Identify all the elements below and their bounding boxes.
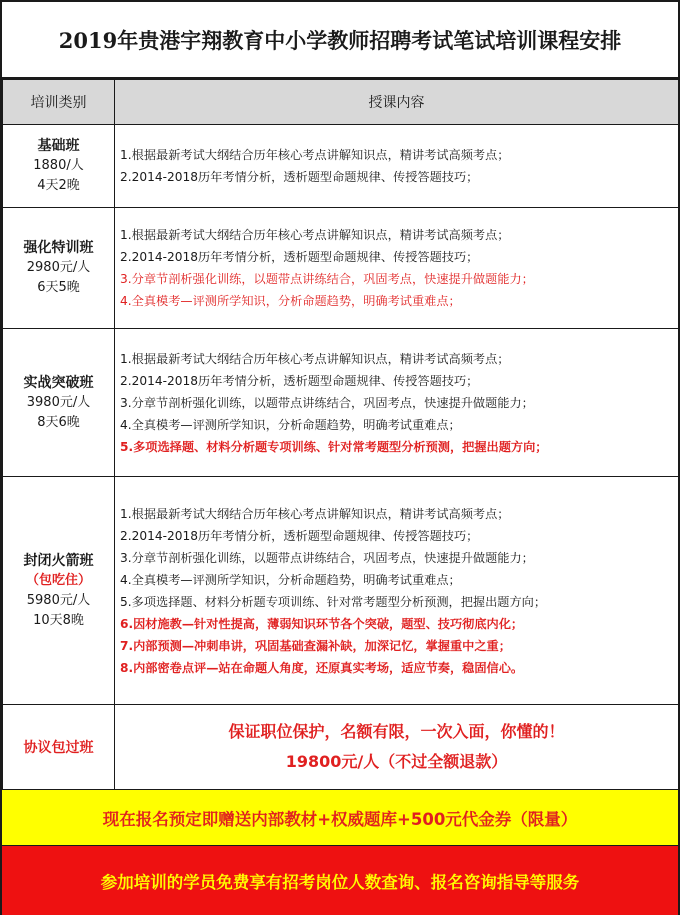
- class-name: 强化特训班: [23, 240, 94, 256]
- table-row: [3, 208, 679, 329]
- content-line: 3.分章节剖析强化训练，以题带点讲练结合，巩固考点，快速提升做题能力；: [120, 550, 534, 565]
- content-cell: [115, 125, 679, 208]
- promo-banner: 现在报名预定即赠送内部教材+权威题库+500元代金券（限量）: [2, 789, 678, 845]
- service-banner: 参加培训的学员免费享有招考岗位人数查询、报名咨询指导等服务: [2, 845, 678, 915]
- content-line: 1.根据最新考试大纲结合历年核心考点讲解知识点，精讲考试高频考点；: [120, 506, 510, 521]
- content-line: 2.2014-2018历年考情分析，透析题型命题规律、传授答题技巧；: [120, 170, 479, 184]
- class-name: 实战突破班: [23, 374, 94, 391]
- table-row: [3, 477, 679, 705]
- class-duration: 6天5晚: [37, 280, 80, 295]
- category-cell: [3, 125, 115, 208]
- content-line: 4.全真模考—评测所学知识，分析命题趋势，明确考试重难点；: [120, 572, 461, 587]
- class-price: 2980元/人: [26, 260, 91, 275]
- class-duration: 10天8晚: [33, 612, 84, 628]
- content-line: 2.2014-2018历年考情分析，透析题型命题规律、传授答题技巧；: [120, 528, 479, 543]
- content-line: 3.分章节剖析强化训练，以题带点讲练结合，巩固考点，快速提升做题能力；: [120, 395, 534, 410]
- category-cell: [3, 208, 115, 329]
- class-price: 1880/人: [33, 158, 84, 173]
- category-cell: [3, 477, 115, 705]
- table-row: [3, 329, 679, 477]
- class-name: 基础班: [37, 138, 80, 154]
- content-line: 1.根据最新考试大纲结合历年核心考点讲解知识点，精讲考试高频考点；: [120, 228, 510, 242]
- class-price: 5980元/人: [26, 592, 91, 608]
- table-row-deal: [3, 705, 679, 790]
- page-title: 2019年贵港宇翔教育中小学教师招聘考试笔试培训课程安排: [2, 2, 678, 79]
- content-line: 2.2014-2018历年考情分析，透析题型命题规律、传授答题技巧；: [120, 250, 479, 264]
- class-duration: 8天6晚: [37, 414, 80, 430]
- content-line-highlight: 3.分章节剖析强化训练，以题带点讲练结合，巩固考点，快速提升做题能力；: [120, 272, 534, 286]
- table-header-row: [3, 80, 679, 125]
- content-line: 5.多项选择题、材料分析题专项训练、针对常考题型分析预测，把握出题方向；: [120, 594, 547, 609]
- deal-class-name: 协议包过班: [3, 705, 115, 790]
- deal-line-2: 19800元/人（不过全额退款）: [285, 752, 508, 771]
- content-cell: [115, 329, 679, 477]
- content-line-highlight: 4.全真模考—评测所学知识，分析命题趋势，明确考试重难点；: [120, 294, 461, 308]
- content-line: 1.根据最新考试大纲结合历年核心考点讲解知识点，精讲考试高频考点；: [120, 148, 510, 162]
- class-name: 封闭火箭班: [23, 552, 94, 569]
- content-line-highlight: 5.多项选择题、材料分析题专项训练、针对常考题型分析预测，把握出题方向；: [120, 439, 548, 454]
- class-tag: （包吃住）: [25, 572, 91, 588]
- table-row: [3, 125, 679, 208]
- class-duration: 4天2晚: [37, 178, 80, 193]
- content-line: 4.全真模考—评测所学知识，分析命题趋势，明确考试重难点；: [120, 417, 461, 432]
- content-cell: [115, 208, 679, 329]
- content-cell: [115, 477, 679, 705]
- category-cell: [3, 329, 115, 477]
- content-line: 1.根据最新考试大纲结合历年核心考点讲解知识点，精讲考试高频考点；: [120, 351, 510, 366]
- content-line-highlight: 8.内部密卷点评—站在命题人角度，还原真实考场，适应节奏，稳固信心。: [120, 660, 524, 675]
- content-line: 2.2014-2018历年考情分析，透析题型命题规律、传授答题技巧；: [120, 373, 479, 388]
- content-line-highlight: 6.因材施教—针对性提高，薄弱知识环节各个突破，题型、技巧彻底内化；: [120, 616, 524, 631]
- deal-content-cell: [115, 705, 679, 790]
- content-line-highlight: 7.内部预测—冲刺串讲，巩固基础查漏补缺，加深记忆，掌握重中之重；: [120, 638, 511, 653]
- header-category: 培训类别: [3, 80, 115, 125]
- course-table: [2, 79, 679, 790]
- deal-line-1: 保证职位保护，名额有限，一次入面，你懂的！: [228, 722, 565, 741]
- header-content: 授课内容: [115, 80, 679, 125]
- class-price: 3980元/人: [26, 394, 91, 410]
